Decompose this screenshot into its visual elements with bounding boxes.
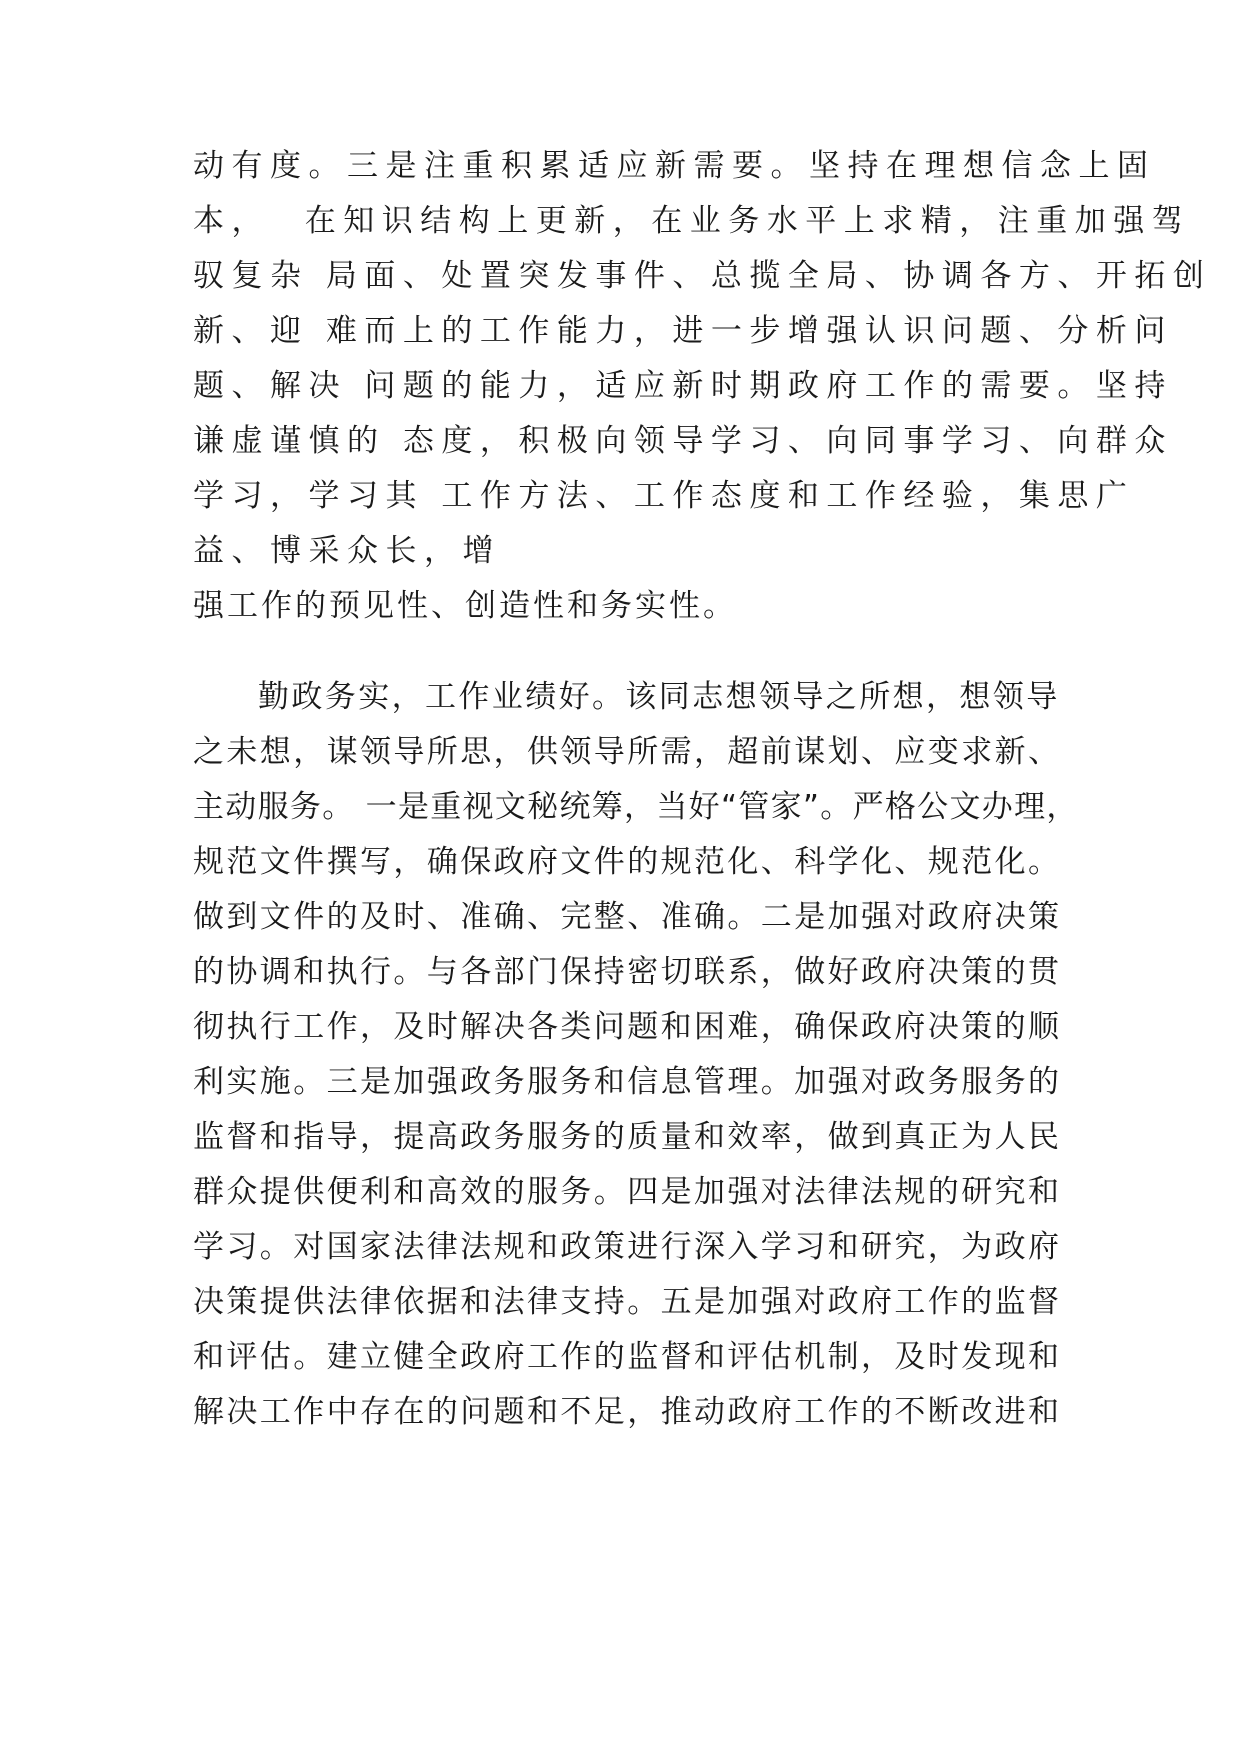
paragraph-2-line: 主动服务。 一是重视文秘统筹，当好“管家”。严格公文办理， (193, 789, 1079, 825)
paragraph-1-line: 驭复杂 局面、处置突发事件、总揽全局、协调各方、开拓创 (193, 258, 1212, 294)
paragraph-2-line: 学习。对国家法律法规和政策进行深入学习和研究，为政府 (193, 1229, 1062, 1265)
paragraph-1-line: 新、迎 难而上的工作能力，进一步增强认识问题、分析问 (193, 313, 1173, 349)
paragraph-2-line: 勤政务实，工作业绩好。该同志想领导之所想，想领导 (258, 679, 1060, 715)
paragraph-2-line: 规范文件撰写，确保政府文件的规范化、科学化、规范化。 (193, 844, 1062, 880)
paragraph-2-line: 利实施。三是加强政务服务和信息管理。加强对政务服务的 (193, 1064, 1062, 1100)
paragraph-2-line: 和评估。建立健全政府工作的监督和评估机制，及时发现和 (193, 1339, 1062, 1375)
paragraph-2-line: 解决工作中存在的问题和不足，推动政府工作的不断改进和 (193, 1394, 1062, 1430)
paragraph-1-line: 谦虚谨慎的 态度，积极向领导学习、向同事学习、向群众 (193, 423, 1173, 459)
paragraph-2-line: 监督和指导，提高政务服务的质量和效率，做到真正为人民 (193, 1119, 1062, 1155)
paragraph-1-line: 动有度。三是注重积累适应新需要。坚持在理想信念上固 (193, 148, 1156, 184)
paragraph-2-line: 的协调和执行。与各部门保持密切联系，做好政府决策的贯 (193, 954, 1062, 990)
paragraph-1-line: 益、博采众长，增 (193, 533, 501, 569)
paragraph-2-line: 彻执行工作，及时解决各类问题和困难，确保政府决策的顺 (193, 1009, 1062, 1045)
paragraph-2-line: 做到文件的及时、准确、完整、准确。二是加强对政府决策 (193, 899, 1062, 935)
paragraph-1 (193, 139, 1212, 634)
paragraph-1-line: 学习，学习其 工作方法、工作态度和工作经验，集思广 (193, 478, 1135, 514)
paragraph-1-line: 题、解决 问题的能力，适应新时期政府工作的需要。坚持 (193, 368, 1173, 404)
paragraph-2 (193, 670, 1079, 1440)
paragraph-1-line: 本， 在知识结构上更新，在业务水平上求精，注重加强驾 (193, 203, 1191, 239)
paragraph-1-line: 强工作的预见性、创造性和务实性。 (193, 588, 737, 624)
paragraph-2-line: 群众提供便利和高效的服务。四是加强对法律法规的研究和 (193, 1174, 1062, 1210)
paragraph-2-line: 决策提供法律依据和法律支持。五是加强对政府工作的监督 (193, 1284, 1062, 1320)
paragraph-2-line: 之未想，谋领导所思，供领导所需，超前谋划、应变求新、 (193, 734, 1062, 770)
